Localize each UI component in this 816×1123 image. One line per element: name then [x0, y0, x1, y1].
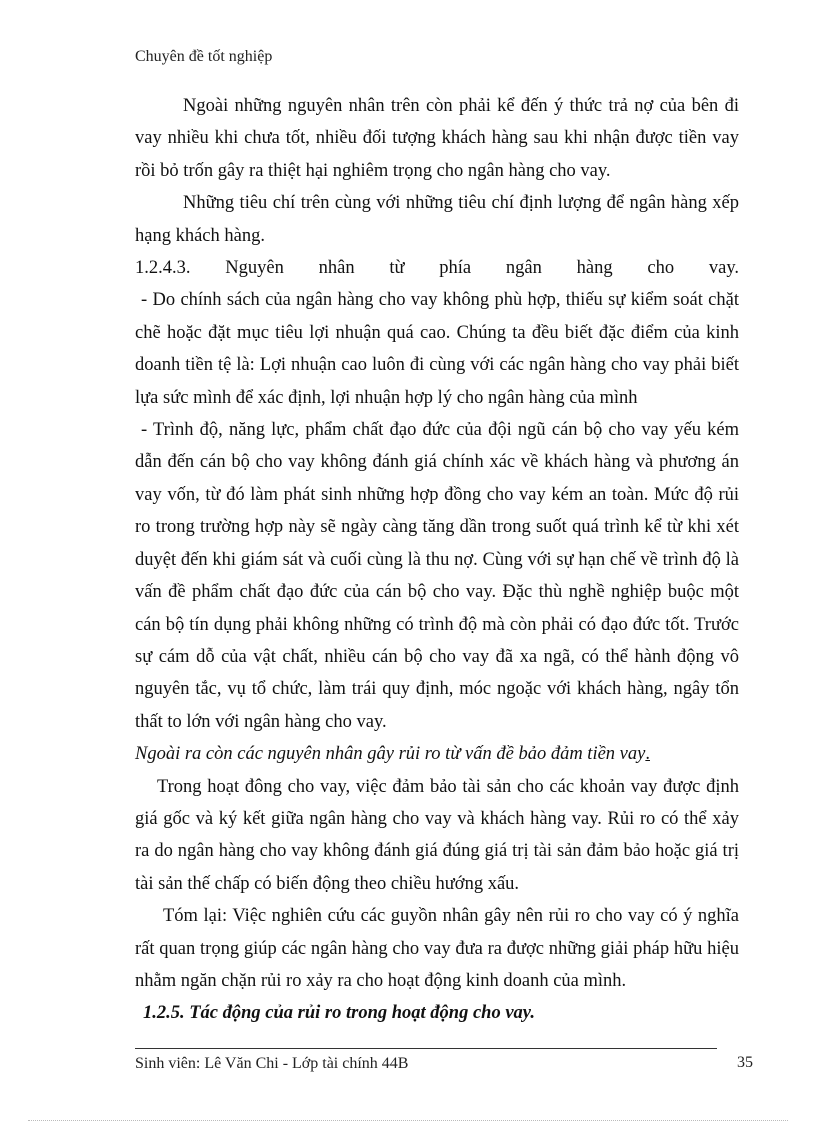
collateral-intro-italic: Ngoài ra còn các nguyên nhân gây rủi ro từ vấn đề bảo đảm tiền vay [135, 744, 646, 765]
paragraph-collateral: Trong hoạt đông cho vay, việc đảm bảo tài sản cho các khoản vay được định giá gốc và ký kết giữa ngân hàng cho vay và khách hàng vay. Rủi ro có thể xảy ra do ngân hàng cho vay không đánh giá đúng giá trị tài sản đảm bảo hoặc giá trị tài sản thế chấp có biến động theo chiều hướng xấu. [135, 776, 739, 894]
heading-word: ngân [505, 258, 542, 279]
heading-word: vay. [708, 258, 739, 279]
heading-word: phía [439, 258, 472, 279]
footer-student-info: Sinh viên: Lê Văn Chi - Lớp tài chính 44B [135, 1055, 409, 1072]
page-bottom-border [28, 1120, 788, 1121]
summary-text: Việc nghiên cứu các guyồn nhân gây nên rủi ro cho vay có ý nghĩa rất quan trọng giúp các ngân hàng cho vay đưa ra được những giải pháp hữu hiệu nhằm ngăn chặn rủi ro xảy ra cho hoạt động kinh doanh của mình. [135, 906, 740, 991]
page-header: Chuyên đề tốt nghiệp [135, 48, 273, 65]
heading-word: hàng [576, 258, 613, 279]
paragraph-bank-policy: - Do chính sách của ngân hàng cho vay không phù hợp, thiếu sự kiểm soát chặt chẽ hoặc đặt mục tiêu lợi nhuận quá cao. Chúng ta đều biết đặc điểm của kinh doanh tiền tệ là: Lợi nhuận cao luôn đi cùng với các ngân hàng cho vay phải biết lựa sức mình để xác định, lợi nhuận hợp lý cho ngân hàng của mình [135, 290, 739, 408]
heading-word: Nguyên [225, 258, 284, 279]
paragraph-staff-competence: - Trình độ, năng lực, phẩm chất đạo đức của đội ngũ cán bộ cho vay yếu kém dẫn đến cán bộ cho vay không đánh giá chính xác về khách hàng và phương án vay vốn, từ đó làm phát sinh những hợp đồng cho vay kém an toàn. Mức độ rủi ro trong trường hợp này sẽ ngày càng tăng dần trong suốt quá trình kể từ khi xét duyệt đến khi giám sát và cuối cùng là thu nợ. Cùng với sự hạn chế về trình độ là vấn đề phẩm chất đạo đức của cán bộ cho vay. Đặc thù nghề nghiệp buộc một cán bộ tín dụng phải không những có trình độ mà còn phải có đạo đức tốt. Trước sự cám dỗ của vật chất, nhiều cán bộ cho vay đã xa ngã, có thể hành động vô nguyên tắc, vụ tổ chức, làm trái quy định, móc ngoặc với khách hàng, ngây tổn thất to lớn với ngân hàng cho vay. [135, 420, 739, 732]
heading-word: từ [389, 258, 405, 279]
section-heading-1-2-5: 1.2.5. Tác động của rủi ro trong hoạt động cho vay. [143, 1003, 535, 1024]
paragraph-collateral-intro [135, 738, 739, 770]
heading-word: nhân [318, 258, 355, 279]
document-body [135, 90, 739, 1030]
paragraph-criteria: Những tiêu chí trên cùng với những tiêu chí định lượng để ngân hàng xếp hạng khách hàng. [135, 193, 739, 246]
collateral-intro-end: . [645, 744, 650, 765]
summary-label: Tóm lại: [163, 906, 228, 927]
subsection-heading-1-2-4-3 [135, 252, 739, 284]
heading-word: cho [647, 258, 675, 279]
paragraph-summary [135, 900, 739, 997]
paragraph-repayment-awareness: Ngoài những nguyên nhân trên còn phải kể đến ý thức trả nợ của bên đi vay nhiều khi chưa tốt, nhiều đối tượng khách hàng sau khi nhận được tiền vay rồi bỏ trốn gây ra thiệt hại nghiêm trọng cho ngân hàng cho vay. [135, 96, 739, 181]
footer-divider [135, 1048, 717, 1049]
page-number: 35 [737, 1054, 753, 1071]
heading-word: 1.2.4.3. [135, 258, 191, 279]
